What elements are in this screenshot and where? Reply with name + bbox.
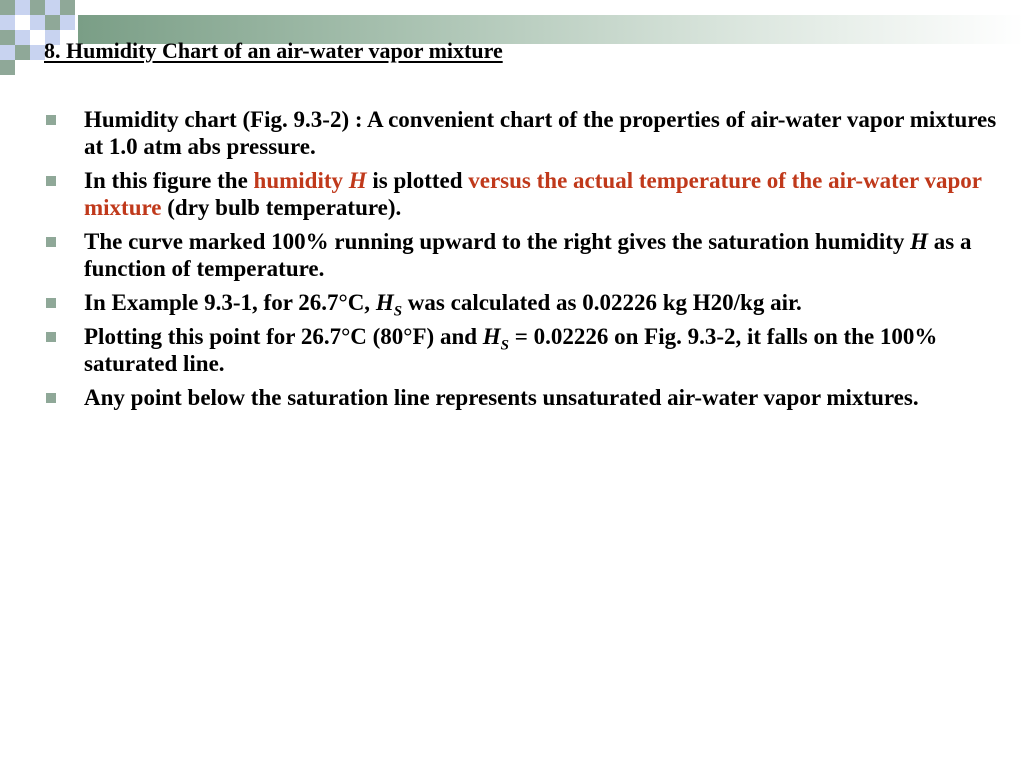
variable-h: H	[348, 168, 367, 193]
variable-h: H	[375, 290, 394, 315]
bullet-text: Any point below the saturation line represents unsaturated air-water vapor mixtures.	[84, 385, 919, 410]
square-bullet-icon	[46, 115, 56, 125]
highlight-text: versus the actual temperature of the air-water vapor mixture	[84, 168, 982, 220]
bullet-text: Humidity chart (Fig. 9.3-2) : A convenient chart of the properties of air-water vapor mixtures at 1.0 atm abs pressure.	[84, 107, 997, 159]
bullet-text: The curve marked 100% running upward to the right gives the saturation humidity	[84, 229, 911, 254]
variable-h: H	[910, 229, 929, 254]
square-bullet-icon	[46, 176, 56, 186]
bullet-item	[44, 323, 1004, 377]
bullet-item	[44, 167, 1004, 221]
subscript-s: S	[393, 303, 403, 320]
bullet-text: is plotted	[366, 168, 469, 193]
bullet-item	[44, 289, 1004, 320]
slide-title: 8. Humidity Chart of an air-water vapor mixture	[44, 38, 503, 63]
bullet-text: In Example 9.3-1, for 26.7°C,	[84, 290, 376, 315]
square-bullet-icon	[46, 298, 56, 308]
bullet-text: as a function of temperature.	[84, 229, 972, 281]
square-bullet-icon	[46, 237, 56, 247]
bullet-text: In this figure the	[84, 168, 254, 193]
highlight-text: humidity	[253, 168, 349, 193]
bullet-text: (dry bulb temperature).	[161, 195, 402, 220]
square-bullet-icon	[46, 332, 56, 342]
subscript-s: S	[500, 337, 510, 354]
bullet-text: Plotting this point for 26.7°C (80°F) and	[84, 324, 483, 349]
bullet-item	[44, 228, 1004, 282]
bullet-text: was calculated as 0.02226 kg H20/kg air.	[402, 290, 802, 315]
bullet-text: = 0.02226 on Fig. 9.3-2, it falls on the 100% saturated line.	[84, 324, 938, 376]
bullet-list	[44, 106, 1004, 418]
square-bullet-icon	[46, 393, 56, 403]
bullet-item	[44, 384, 1004, 411]
variable-h: H	[482, 324, 501, 349]
bullet-item	[44, 106, 1004, 160]
